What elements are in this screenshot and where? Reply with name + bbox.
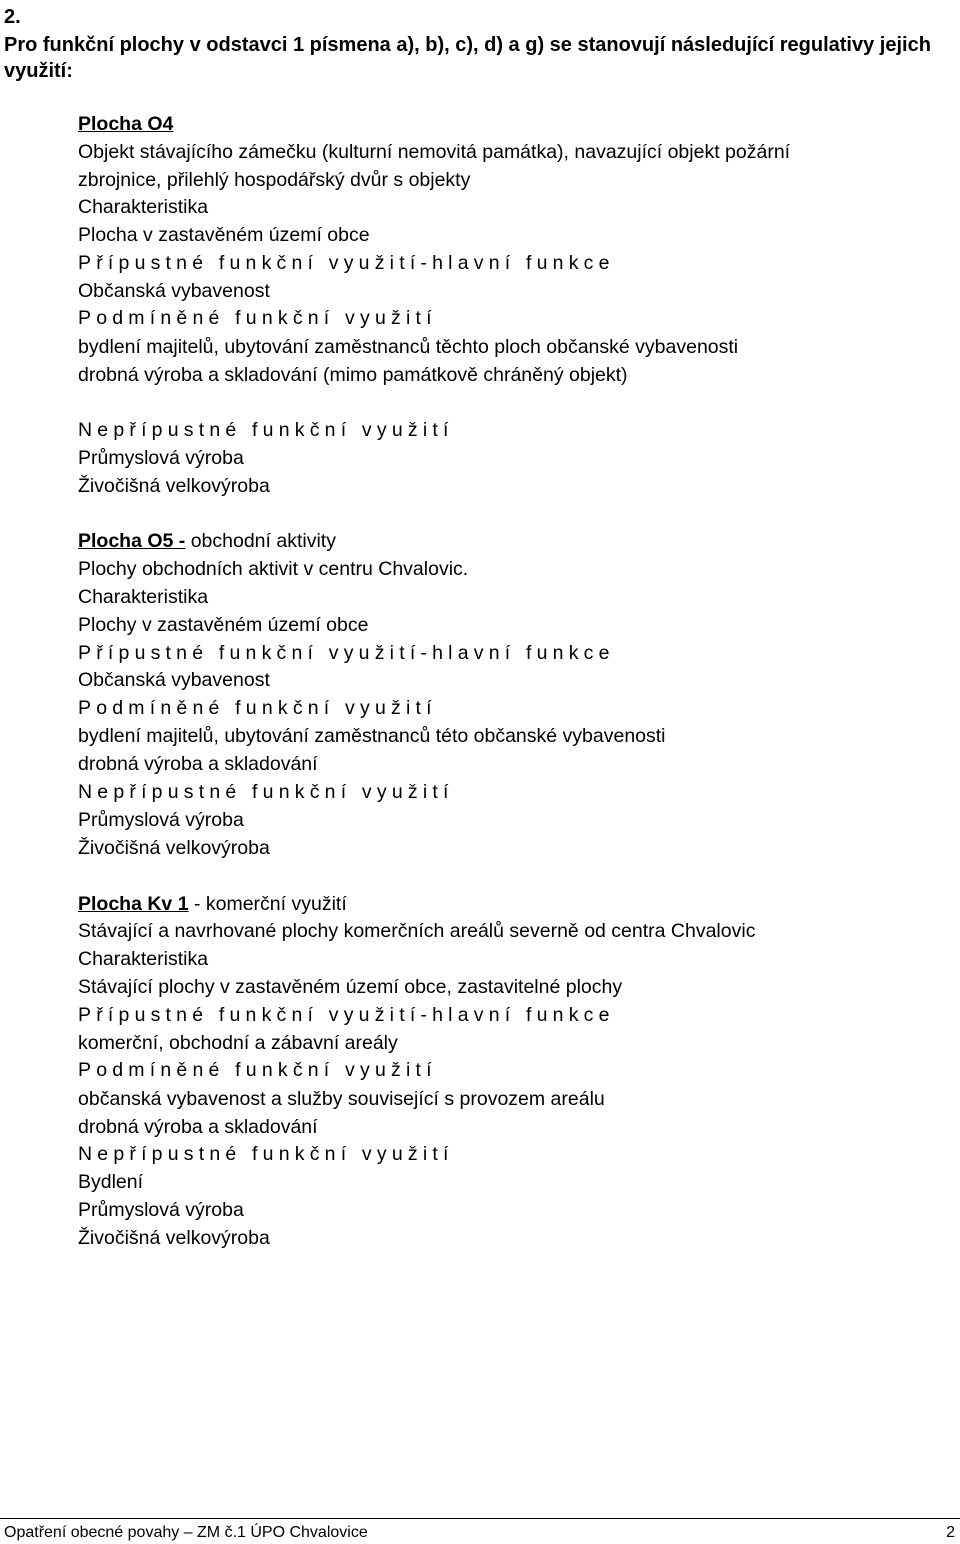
- footer-page-number: 2: [946, 1524, 955, 1541]
- o5-conditional-label: Podmíněné funkční využití: [78, 697, 437, 719]
- kv1-conditional-1: občanská vybavenost a služby související s provozem areálu: [78, 1088, 605, 1110]
- o4-conditional-label: Podmíněné funkční využití: [78, 307, 437, 329]
- kv1-allowed-label: Přípustné funkční využití-hlavní funkce: [78, 1004, 615, 1026]
- o4-desc-1: Objekt stávajícího zámečku (kulturní nemovitá památka), navazující objekt požární: [78, 141, 791, 163]
- o5-title-suffix: obchodní aktivity: [185, 530, 336, 552]
- kv1-allowed-text: komerční, obchodní a zábavní areály: [78, 1032, 398, 1054]
- o5-conditional-2: drobná výroba a skladování: [78, 753, 318, 775]
- o4-forbidden-1: Průmyslová výroba: [78, 447, 244, 469]
- o5-char-label: Charakteristika: [78, 586, 209, 608]
- o4-char-text: Plocha v zastavěném území obce: [78, 224, 370, 246]
- footer-document-title: Opatření obecné povahy – ZM č.1 ÚPO Chvalovice: [4, 1524, 368, 1541]
- o4-conditional-1: bydlení majitelů, ubytování zaměstnanců těchto ploch občanské vybavenosti: [78, 336, 739, 358]
- kv1-forbidden-2: Průmyslová výroba: [78, 1199, 244, 1221]
- kv1-title-line: [78, 893, 347, 915]
- o5-forbidden-2: Živočišná velkovýroba: [78, 837, 270, 859]
- kv1-forbidden-label: Nepřípustné funkční využití: [78, 1143, 454, 1165]
- o5-title-line: [78, 530, 336, 552]
- kv1-conditional-label: Podmíněné funkční využití: [78, 1059, 437, 1081]
- o4-allowed-label: Přípustné funkční využití-hlavní funkce: [78, 252, 615, 274]
- o5-forbidden-1: Průmyslová výroba: [78, 809, 244, 831]
- kv1-conditional-2: drobná výroba a skladování: [78, 1116, 318, 1138]
- o5-forbidden-label: Nepřípustné funkční využití: [78, 781, 454, 803]
- o4-forbidden-2: Živočišná velkovýroba: [78, 475, 270, 497]
- o4-title: Plocha O4: [78, 113, 174, 135]
- o4-allowed-text: Občanská vybavenost: [78, 280, 270, 302]
- o4-forbidden-label: Nepřípustné funkční využití: [78, 419, 454, 441]
- kv1-title-suffix: - komerční využití: [188, 893, 347, 915]
- o5-allowed-label: Přípustné funkční využití-hlavní funkce: [78, 642, 615, 664]
- o5-conditional-1: bydlení majitelů, ubytování zaměstnanců této občanské vybavenosti: [78, 725, 666, 747]
- o4-conditional-2: drobná výroba a skladování (mimo památkově chráněný objekt): [78, 364, 628, 386]
- section-number: 2.: [4, 6, 21, 28]
- kv1-title: Plocha Kv 1: [78, 893, 189, 915]
- kv1-forbidden-3: Živočišná velkovýroba: [78, 1227, 270, 1249]
- o5-allowed-text: Občanská vybavenost: [78, 669, 270, 691]
- o4-char-label: Charakteristika: [78, 196, 209, 218]
- section-intro: Pro funkční plochy v odstavci 1 písmena a), b), c), d) a g) se stanovují následující regulativy jejich využití:: [4, 34, 931, 82]
- page-footer: [0, 1518, 960, 1541]
- kv1-forbidden-1: Bydlení: [78, 1171, 144, 1193]
- kv1-desc-1: Stávající a navrhované plochy komerčních areálů severně od centra Chvalovic: [78, 920, 756, 942]
- kv1-char-label: Charakteristika: [78, 948, 209, 970]
- o5-char-text: Plochy v zastavěném území obce: [78, 614, 369, 636]
- kv1-char-text: Stávající plochy v zastavěném území obce, zastavitelné plochy: [78, 976, 623, 998]
- o4-desc-2: zbrojnice, přilehlý hospodářský dvůr s objekty: [78, 169, 471, 191]
- o5-desc-1: Plochy obchodních aktivit v centru Chvalovic.: [78, 558, 469, 580]
- o5-title: Plocha O5 -: [78, 530, 186, 552]
